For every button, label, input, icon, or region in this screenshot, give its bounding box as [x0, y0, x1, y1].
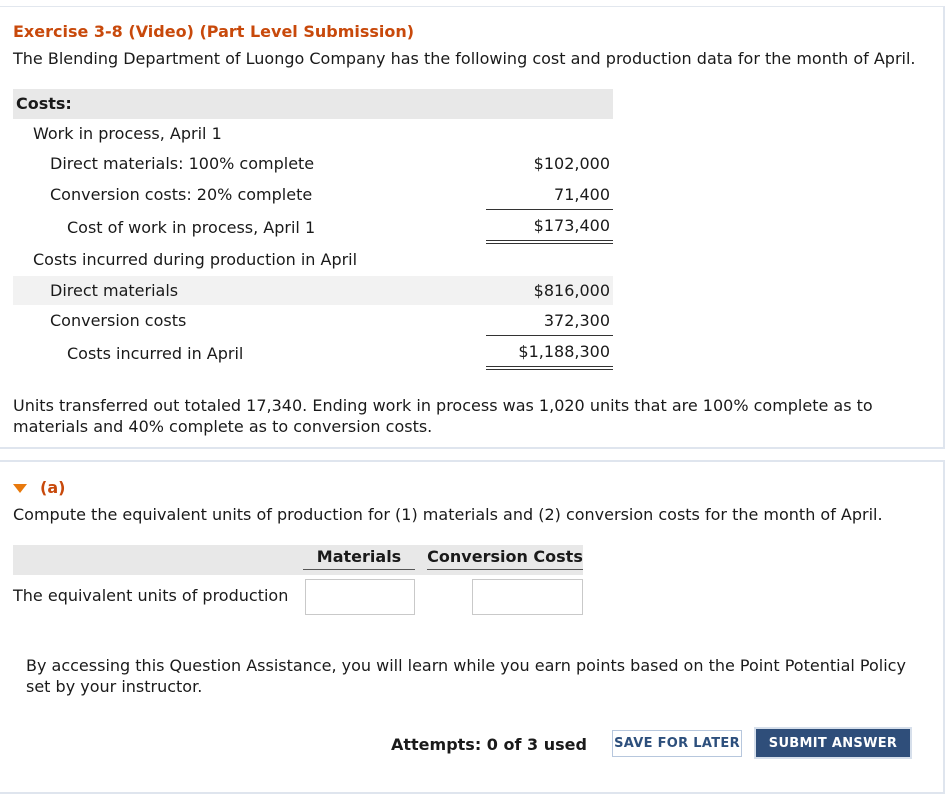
incurred-double-rule-bottom — [486, 369, 613, 370]
part-a-question: Compute the equivalent units of production for (1) materials and (2) conversion costs for the month of April. — [13, 505, 883, 524]
total-double-rule-bottom — [486, 243, 613, 244]
costs-heading: Costs: — [16, 94, 72, 113]
costs-heading-band — [13, 89, 613, 119]
incurred-conversion-label: Conversion costs — [50, 311, 187, 330]
wip-materials-amount: $102,000 — [533, 154, 610, 173]
attempts-counter: Attempts: 0 of 3 used — [391, 735, 587, 754]
submit-answer-button[interactable]: SUBMIT ANSWER — [754, 727, 912, 759]
assistance-text: By accessing this Question Assistance, you will learn while you earn points based on the Point Potential Policy set by your instructor. — [26, 656, 906, 696]
materials-header-rule — [303, 569, 415, 570]
exercise-title: Exercise 3-8 (Video) (Part Level Submission) — [13, 22, 415, 41]
subtotal-rule — [486, 209, 613, 210]
collapse-triangle-icon[interactable] — [13, 484, 27, 493]
conversion-header-rule — [427, 569, 583, 570]
wip-heading: Work in process, April 1 — [33, 124, 222, 143]
wip-conversion-amount: 71,400 — [554, 185, 610, 204]
incurred-double-rule-top — [486, 366, 613, 367]
part-a-label: (a) — [40, 478, 66, 497]
incurred-subtotal-rule — [486, 335, 613, 336]
equivalent-units-label: The equivalent units of production — [13, 586, 289, 605]
intro-text: The Blending Department of Luongo Company has the following cost and production data for the month of April. — [13, 49, 916, 68]
incurred-conversion-amount: 372,300 — [543, 311, 610, 330]
materials-input[interactable] — [305, 579, 415, 615]
wip-total-amount: $173,400 — [533, 216, 610, 235]
incurred-materials-label: Direct materials — [50, 281, 179, 300]
save-for-later-button[interactable]: SAVE FOR LATER — [612, 730, 742, 757]
wip-total-label: Cost of work in process, April 1 — [67, 218, 316, 237]
column-header-materials: Materials — [316, 547, 402, 566]
conversion-input[interactable] — [472, 579, 583, 615]
incurred-heading: Costs incurred during production in April — [33, 250, 358, 269]
total-double-rule-top — [486, 240, 613, 241]
column-header-conversion: Conversion Costs — [427, 547, 583, 566]
incurred-total-label: Costs incurred in April — [67, 344, 244, 363]
wip-conversion-label: Conversion costs: 20% complete — [50, 185, 313, 204]
production-note: Units transferred out totaled 17,340. Ending work in process was 1,020 units that are 100% complete as to materials and 40% complete as to conversion costs. — [13, 396, 873, 436]
wip-materials-label: Direct materials: 100% complete — [50, 154, 315, 173]
incurred-total-amount: $1,188,300 — [518, 342, 610, 361]
incurred-materials-amount: $816,000 — [533, 281, 610, 300]
